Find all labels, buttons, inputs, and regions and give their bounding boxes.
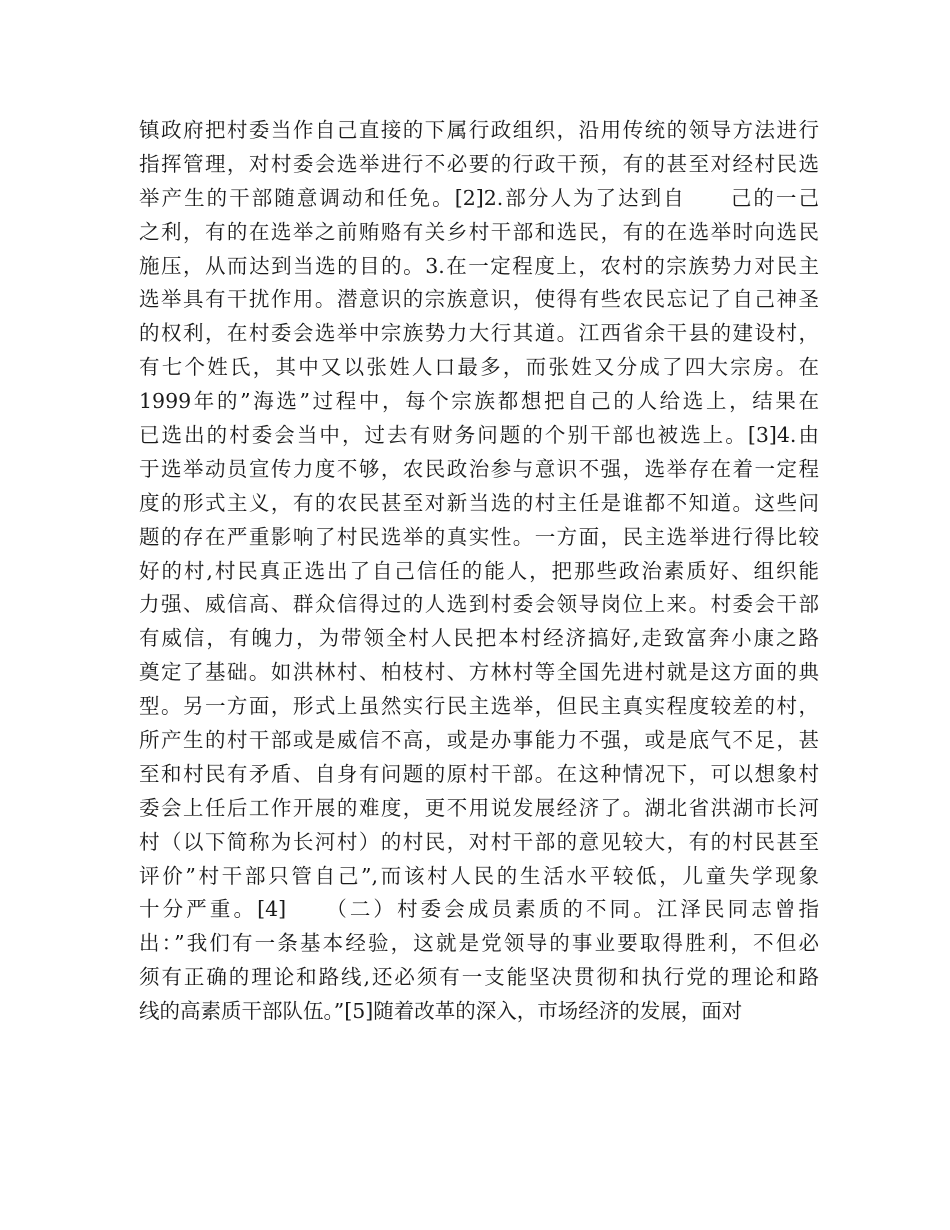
text-line: 施压，从而达到当选的目的。3.在一定程度上，农村的宗族势力对民主: [139, 253, 819, 278]
body-text: [139, 114, 819, 1029]
text-line: 至和村民有矛盾、自身有问题的原村干部。在这种情况下，可以想象村: [139, 761, 819, 786]
text-line: 镇政府把村委当作自己直接的下属行政组织，沿用传统的领导方法进行: [139, 118, 819, 142]
text-line: 于选举动员宣传力度不够，农民政治参与意识不强，选举存在着一定程: [139, 456, 819, 481]
text-line: 奠定了基础。如洪林村、柏枝村、方林村等全国先进村就是这方面的典: [139, 660, 819, 685]
text-line: 所产生的村干部或是威信不高，或是办事能力不强，或是底气不足，甚: [139, 728, 819, 753]
text-line: 线的高素质干部队伍。”[5]随着改革的深入，市场经济的发展，面对: [139, 999, 743, 1024]
text-line: 选举具有干扰作用。潜意识的宗族意识，使得有些农民忘记了自己神圣: [139, 287, 819, 312]
text-line: 1999年的”海选”过程中，每个宗族都想把自己的人给选上，结果在: [139, 389, 819, 414]
text-line: 好的村,村民真正选出了自己信任的能人，把那些政治素质好、组织能: [139, 558, 819, 583]
text-line: 型。另一方面，形式上虽然实行民主选举，但民主真实程度较差的村，: [139, 694, 819, 719]
text-line: 度的形式主义，有的农民甚至对新当选的村主任是谁都不知道。这些问: [139, 490, 819, 515]
text-line: 指挥管理，对村委会选举进行不必要的行政干预，有的甚至对经村民选: [139, 151, 819, 176]
text-line: 有七个姓氏，其中又以张姓人口最多，而张姓又分成了四大宗房。在: [139, 355, 819, 380]
text-line: 题的存在严重影响了村民选举的真实性。一方面，民主选举进行得比较: [139, 524, 819, 549]
text-line: 出：”我们有一条基本经验，这就是党领导的事业要取得胜利，不但必: [139, 931, 819, 956]
text-line: 村（以下简称为长河村）的村民，对村干部的意见较大，有的村民甚至: [139, 829, 819, 854]
text-line: 力强、威信高、群众信得过的人选到村委会领导岗位上来。村委会干部: [139, 592, 819, 617]
text-line: 已选出的村委会当中，过去有财务问题的个别干部也被选上。[3]4.由: [139, 423, 819, 448]
text-line: 之利，有的在选举之前贿赂有关乡村干部和选民，有的在选举时向选民: [139, 219, 819, 244]
text-line: 有威信，有魄力，为带领全村人民把本村经济搞好,走致富奔小康之路: [139, 626, 819, 651]
text-line: 的权利，在村委会选举中宗族势力大行其道。江西省余干县的建设村，: [139, 321, 819, 346]
text-line: 举产生的干部随意调动和任免。[2]2.部分人为了达到自 己的一己: [139, 185, 819, 210]
text-line: 十分严重。[4] （二）村委会成员素质的不同。江泽民同志曾指: [139, 897, 819, 922]
text-line: 评价”村干部只管自己”,而该村人民的生活水平较低，儿童失学现象: [139, 863, 819, 888]
text-line: 须有正确的理论和路线,还必须有一支能坚决贯彻和执行党的理论和路: [139, 965, 819, 990]
text-line: 委会上任后工作开展的难度，更不用说发展经济了。湖北省洪湖市长河: [139, 795, 819, 820]
